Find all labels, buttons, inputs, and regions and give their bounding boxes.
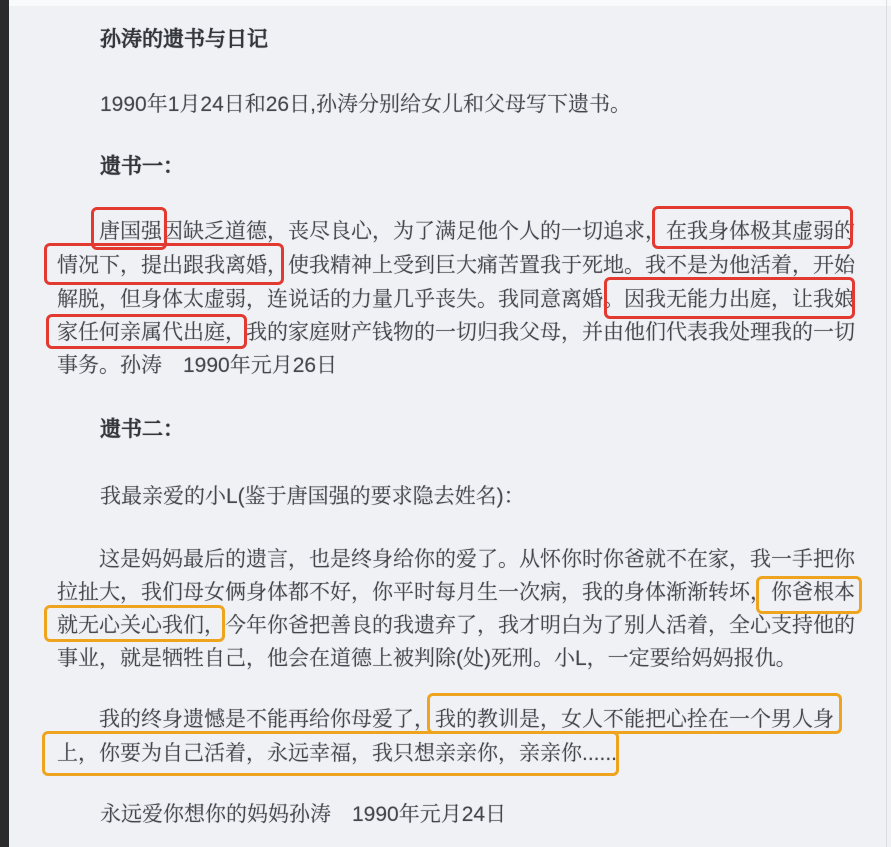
left-dark-edge xyxy=(0,0,9,847)
intro-line: 1990年1月24日和26日,孙涛分别给女儿和父母写下遗书。 xyxy=(100,93,631,116)
note1-heading: 遗书一： xyxy=(100,155,184,178)
note2-salutation: 我最亲爱的小L(鉴于唐国强的要求隐去姓名)： xyxy=(100,485,525,508)
note2-para2-line-2: 上，你要为自己活着，永远幸福，我只想亲亲你，亲亲你...... xyxy=(57,742,618,765)
note2-heading: 遗书二： xyxy=(100,418,184,441)
note1-line-3: 解脱，但身体太虚弱，连说话的力量几乎丧失。我同意离婚。因我无能力出庭，让我娘 xyxy=(57,288,855,311)
doc-title: 孙涛的遗书与日记 xyxy=(100,28,268,51)
note2-para1-line-4: 事业，就是牺牲自己，他会在道德上被判除(处)死刑。小L，一定要给妈妈报仇。 xyxy=(57,647,797,670)
note1-line-2: 情况下，提出跟我离婚，使我精神上受到巨大痛苦置我于死地。我不是为他活着，开始 xyxy=(57,254,855,277)
top-light-strip xyxy=(9,0,891,6)
note1-line-4: 家任何亲属代出庭，我的家庭财产钱物的一切归我父母，并由他们代表我处理我的一切 xyxy=(57,321,855,344)
right-edge-line xyxy=(886,0,887,847)
note2-para2-line-1: 我的终身遗憾是不能再给你母爱了，我的教训是，女人不能把心拴在一个男人身 xyxy=(99,708,834,731)
note1-line-1: 唐国强因缺乏道德，丧尽良心，为了满足他个人的一切追求，在我身体极其虚弱的 xyxy=(99,220,855,243)
note2-para1-line-1: 这是妈妈最后的遗言，也是终身给你的爱了。从怀你时你爸就不在家，我一手把你 xyxy=(99,548,855,571)
note2-para1-line-3: 就无心关心我们，今年你爸把善良的我遗弃了，我才明白为了别人活着，全心支持他的 xyxy=(57,614,855,637)
note2-signature: 永远爱你想你的妈妈孙涛 1990年元月24日 xyxy=(100,803,507,826)
note2-para1-line-2: 拉扯大，我们母女俩身体都不好，你平时每月生一次病，我的身体渐渐转坏，你爸根本 xyxy=(57,581,855,604)
note1-signature: 事务。孙涛 1990年元月26日 xyxy=(57,354,338,377)
